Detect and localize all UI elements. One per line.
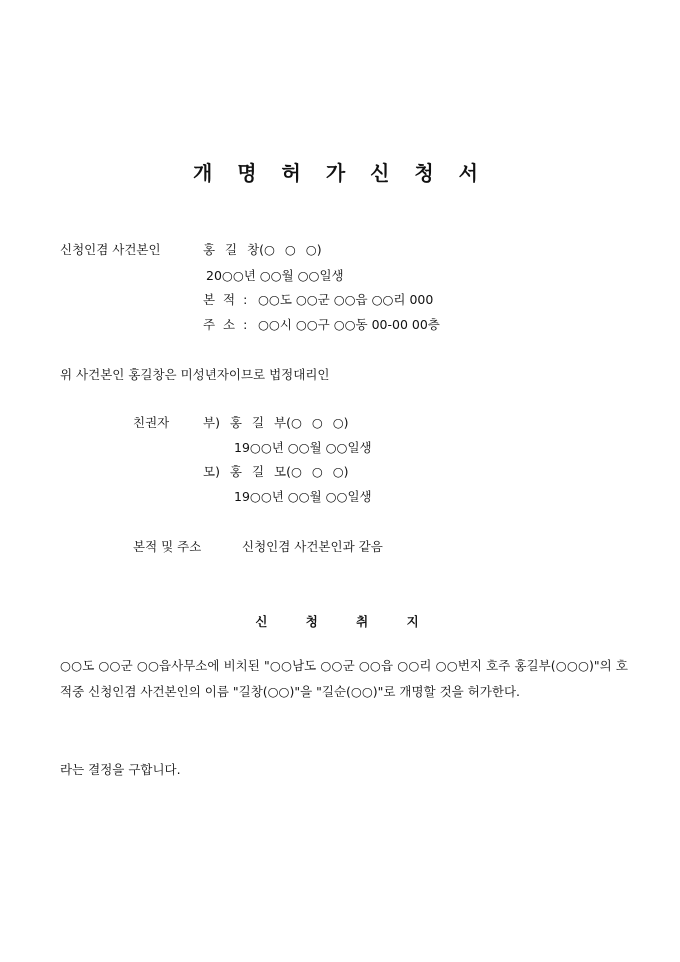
mother-birth: 19○○년 ○○월 ○○일생 [234, 489, 372, 504]
purpose-heading: 신 청 취 지 [255, 614, 425, 629]
closing-line: 라는 결정을 구합니다. [60, 762, 181, 777]
address-label: 주 소 : [203, 317, 248, 332]
applicant-name: 홍 길 창(○ ○ ○) [203, 242, 322, 257]
minor-statement: 위 사건본인 홍길창은 미성년자이므로 법정대리인 [60, 367, 330, 382]
address-value: ○○시 ○○구 ○○동 00-00 00층 [258, 317, 440, 332]
origin-address-label: 본적 및 주소 [133, 539, 202, 554]
document-title: 개 명 허 가 신 청 서 [192, 161, 488, 185]
father-birth: 19○○년 ○○월 ○○일생 [234, 440, 372, 455]
mother-name: 모) 홍 길 모(○ ○ ○) [203, 464, 349, 479]
purpose-body: ○○도 ○○군 ○○읍사무소에 비치된 "○○남도 ○○군 ○○읍 ○○리 ○○번지 호주 홍길부(○○○)"의 호적중 신청인겸 사건본인의 이름 "길창(○○)"을 "길순(○○)"로 개명할 것을 허가한다. [60, 658, 628, 699]
origin-value: ○○도 ○○군 ○○읍 ○○리 000 [258, 292, 434, 307]
origin-label: 본 적 : [203, 292, 248, 307]
father-name: 부) 홍 길 부(○ ○ ○) [203, 415, 349, 430]
origin-address-value: 신청인겸 사건본인과 같음 [242, 539, 383, 554]
applicant-label: 신청인겸 사건본인 [60, 242, 161, 257]
guardian-label: 친권자 [133, 415, 170, 430]
applicant-birth: 20○○년 ○○월 ○○일생 [206, 268, 344, 283]
